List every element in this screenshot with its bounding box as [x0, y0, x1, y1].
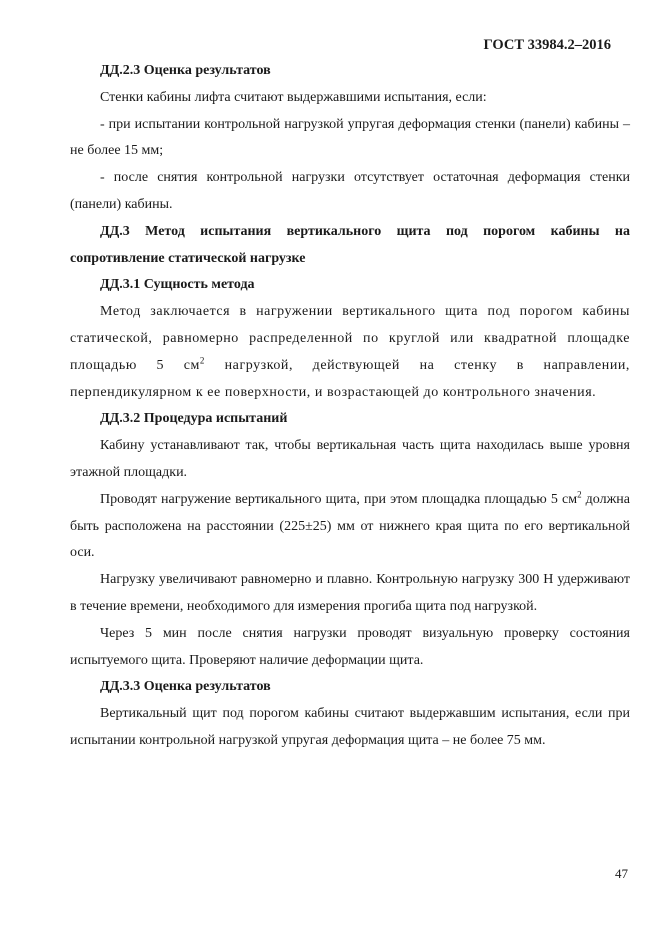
paragraph: Нагрузку увеличивают равномерно и плавно. Контрольную нагрузку 300 Н удерживают в течение времени, необходимого для измерения прогиба щита под нагрузкой. — [70, 572, 630, 614]
section-heading-dd-3-1: ДД.3.1 Сущность метода — [100, 277, 255, 293]
document-header: ГОСТ 33984.2–2016 — [483, 37, 611, 53]
section-heading-dd-3-2: ДД.3.2 Процедура испытаний — [100, 411, 288, 427]
page-number: 47 — [615, 866, 628, 881]
superscript: 2 — [577, 489, 582, 500]
superscript: 2 — [199, 355, 205, 366]
list-item: - при испытании контрольной нагрузкой упругая деформация стенки (панели) кабины – не более 15 мм; — [70, 116, 630, 159]
paragraph — [70, 299, 630, 406]
text-span: Метод заключается в нагружении вертикального щита под порогом кабины статической, равномерно распределенной по круглой или квадратной площадке площадью 5 см — [70, 304, 630, 373]
paragraph: Кабину устанавливают так, чтобы вертикальная часть щита находилась выше уровня этажной площадки. — [70, 438, 630, 480]
text-span: должна быть расположена на расстоянии (225±25) мм от нижнего края щита по его вертикальной оси. — [70, 491, 630, 561]
section-heading-dd-2-3: ДД.2.3 Оценка результатов — [100, 63, 271, 78]
document-body — [70, 58, 630, 755]
text-span: нагрузкой, действующей на стенку в направлении, перпендикулярном к ее поверхности, и возрастающей до контрольного значения. — [70, 357, 630, 400]
text-span: Проводят нагружение вертикального щита, при этом площадка площадью 5 см — [100, 491, 578, 507]
paragraph — [70, 487, 630, 567]
list-item: - после снятия контрольной нагрузки отсутствует остаточная деформация стенки (панели) кабины. — [70, 170, 630, 212]
paragraph: Стенки кабины лифта считают выдержавшими испытания, если: — [100, 89, 487, 105]
paragraph: Через 5 мин после снятия нагрузки проводят визуальную проверку состояния испытуемого щита. Проверяют наличие деформации щита. — [70, 625, 630, 668]
section-heading-dd-3-3: ДД.3.3 Оценка результатов — [100, 679, 271, 695]
paragraph: Вертикальный щит под порогом кабины считают выдержавшим испытания, если при испытании контрольной нагрузкой упругая деформация щита – не более 75 мм. — [70, 706, 630, 748]
section-heading-dd-3: ДД.3 Метод испытания вертикального щита под порогом кабины на сопротивление статической нагрузке — [70, 223, 630, 266]
